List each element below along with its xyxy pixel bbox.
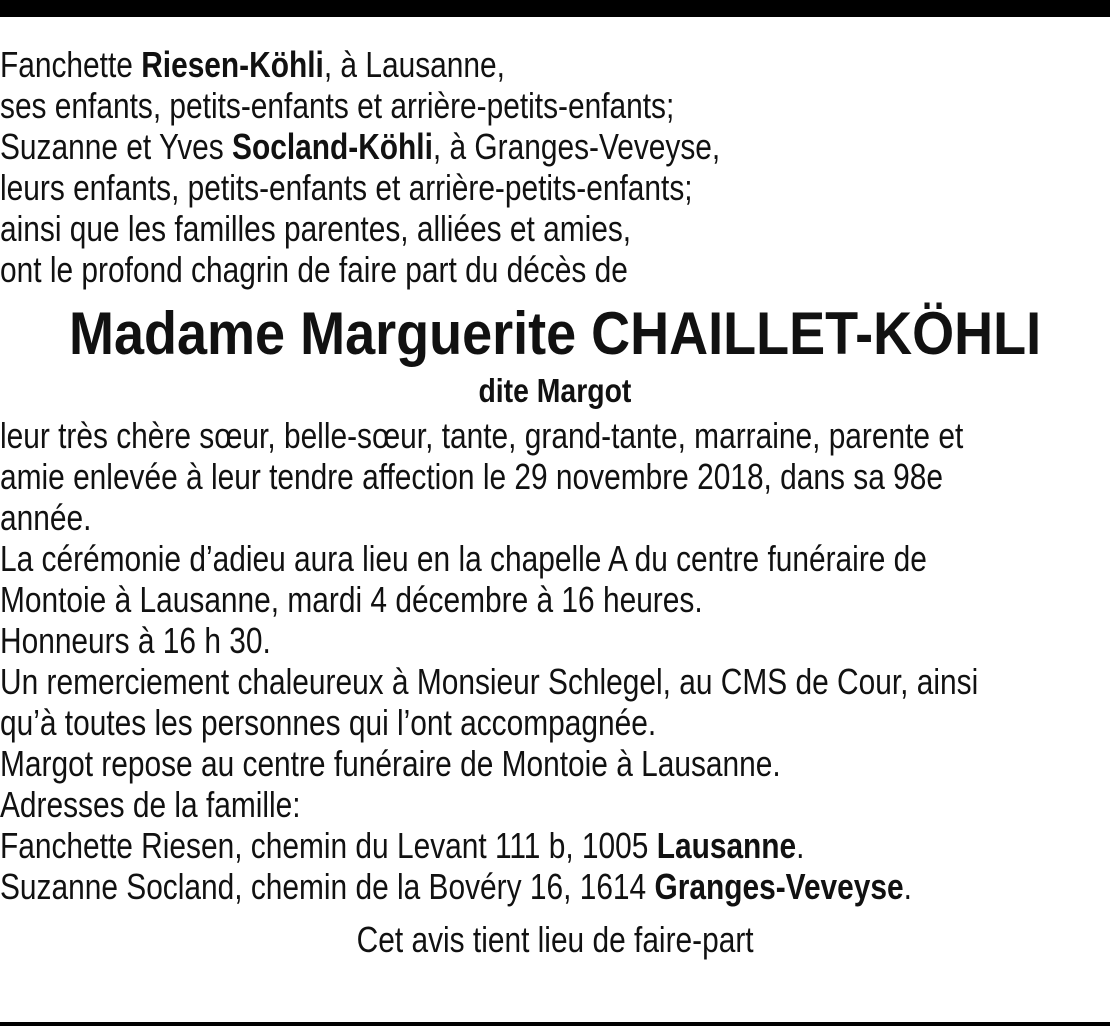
family-line-3 xyxy=(0,126,1110,167)
addresses-label: Adresses de la famille: xyxy=(0,784,301,825)
tribute-line-2: amie enlevée à leur tendre affection le 29 novembre 2018, dans sa 98e xyxy=(0,456,943,497)
family-text: Suzanne et Yves xyxy=(0,126,233,167)
family-line-4: leurs enfants, petits-enfants et arrière-petits-enfants; xyxy=(0,167,693,208)
honours-line: Honneurs à 16 h 30. xyxy=(0,620,271,661)
thanks-line-1: Un remerciement chaleureux à Monsieur Schlegel, au CMS de Cour, ainsi xyxy=(0,661,979,702)
address-text: . xyxy=(796,825,805,866)
deceased-nickname: dite Margot xyxy=(478,372,632,409)
address-line-2 xyxy=(0,866,1110,907)
family-name-bold: Socland-Köhli xyxy=(232,126,433,167)
family-line-5: ainsi que les familles parentes, alliées et amies, xyxy=(0,208,632,249)
ceremony-paragraph xyxy=(0,538,1110,620)
address-line-1 xyxy=(0,825,1110,866)
address-city-bold: Granges-Veveyse xyxy=(654,866,904,907)
ceremony-line-1: La cérémonie d’adieu aura lieu en la chapelle A du centre funéraire de xyxy=(0,538,927,579)
ceremony-line-2: Montoie à Lausanne, mardi 4 décembre à 16 heures. xyxy=(0,579,703,620)
closing-note: Cet avis tient lieu de faire-part xyxy=(356,919,754,960)
family-text: Fanchette xyxy=(0,44,142,85)
tribute-line-3: année. xyxy=(0,497,92,538)
tribute-line-1: leur très chère sœur, belle-sœur, tante, grand-tante, marraine, parente et xyxy=(0,415,964,456)
rest-line: Margot repose au centre funéraire de Montoie à Lausanne. xyxy=(0,743,781,784)
announcement-line: ont le profond chagrin de faire part du décès de xyxy=(0,249,628,290)
address-text: Fanchette Riesen, chemin du Levant 111 b, 1005 xyxy=(0,825,657,866)
top-rule xyxy=(0,0,1110,17)
family-line-2: ses enfants, petits-enfants et arrière-petits-enfants; xyxy=(0,85,675,126)
thanks-paragraph xyxy=(0,661,1110,743)
deceased-name: Madame Marguerite CHAILLET-KÖHLI xyxy=(68,300,1042,367)
bottom-rule xyxy=(0,1022,1110,1026)
address-text: . xyxy=(903,866,912,907)
family-text: , à Lausanne, xyxy=(323,44,505,85)
family-name-bold: Riesen-Köhli xyxy=(141,44,324,85)
address-city-bold: Lausanne xyxy=(656,825,797,866)
family-text: , à Granges-Veveyse, xyxy=(432,126,721,167)
family-line-1 xyxy=(0,44,1110,85)
tribute-paragraph xyxy=(0,415,1110,538)
deceased-name-block xyxy=(0,297,1110,411)
thanks-line-2: qu’à toutes les personnes qui l’ont accompagnée. xyxy=(0,702,657,743)
obituary-notice xyxy=(0,44,1110,960)
address-text: Suzanne Socland, chemin de la Bovéry 16, 1614 xyxy=(0,866,655,907)
